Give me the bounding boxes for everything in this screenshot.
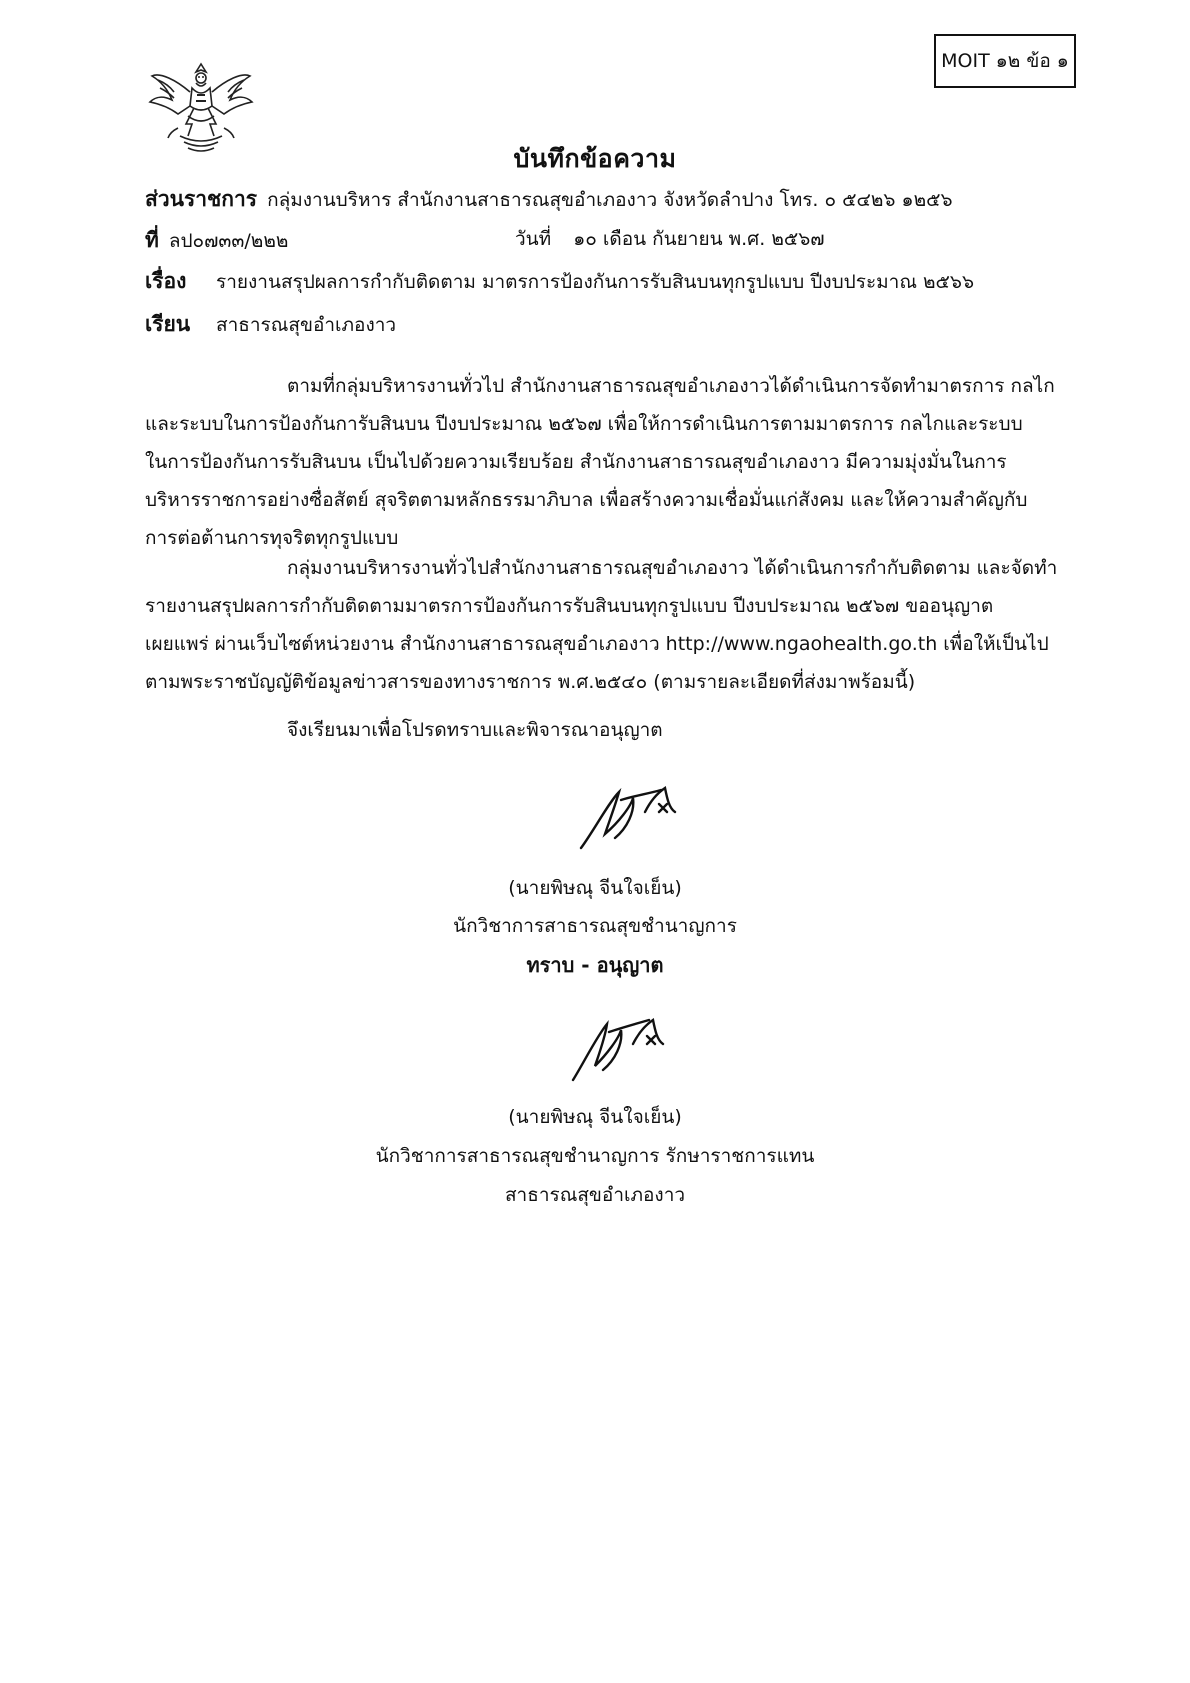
document-title: บันทึกข้อความ xyxy=(513,144,677,173)
para2-line: รายงานสรุปผลการกำกับติดตามมาตรการป้องกันการรับสินบนทุกรูปแบบ ปีงบประมาณ ๒๕๖๗ ขออนุญาต xyxy=(145,595,994,617)
approval-text: ทราบ - อนุญาต xyxy=(526,953,664,977)
number-value: ลป๐๗๓๓/๒๒๒ xyxy=(168,230,289,252)
number-label: ที่ xyxy=(145,228,159,252)
para1-line: ตามที่กลุ่มบริหารงานทั่วไป สำนักงานสาธารณสุขอำเภองาวได้ดำเนินการจัดทำมาตรการ กลไก xyxy=(287,375,1055,397)
para2-line: ตามพระราชบัญญัติข้อมูลข่าวสารของทางราชการ พ.ศ.๒๕๔๐ (ตามรายละเอียดที่ส่งมาพร้อมนี้) xyxy=(145,671,916,693)
signature-1 xyxy=(575,782,685,854)
number-line xyxy=(145,224,288,257)
subject-label: เรื่อง xyxy=(145,269,187,293)
closing-text: จึงเรียนมาเพื่อโปรดทราบและพิจารณาอนุญาต xyxy=(287,719,663,741)
reference-box xyxy=(934,34,1076,88)
date-label: วันที่ xyxy=(515,228,552,250)
date-line xyxy=(515,224,825,254)
agency-value: กลุ่มงานบริหาร สำนักงานสาธารณสุขอำเภองาว จังหวัดลำปาง โทร. ๐ ๕๔๒๖ ๑๒๕๖ xyxy=(267,189,953,211)
to-value: สาธารณสุขอำเภองาว xyxy=(216,314,397,336)
para2-line: เผยแพร่ ผ่านเว็บไซต์หน่วยงาน สำนักงานสาธารณสุขอำเภองาว http://www.ngaohealth.go.th เพื่อให้เป็นไป xyxy=(145,633,1049,655)
para1-line: บริหารราชการอย่างซื่อสัตย์ สุจริตตามหลักธรรมาภิบาล เพื่อสร้างความเชื่อมั่นแก่สังคม และให้ความสำคัญกับ xyxy=(145,489,1028,511)
agency-line xyxy=(145,183,953,216)
reference-text: MOIT ๑๒ ข้อ ๑ xyxy=(941,50,1069,72)
subject-line xyxy=(145,265,186,298)
signatory2-position-2: สาธารณสุขอำเภองาว xyxy=(504,1184,686,1206)
date-value: ๑๐ เดือน กันยายน พ.ศ. ๒๕๖๗ xyxy=(573,228,825,250)
signatory2-position: นักวิชาการสาธารณสุขชำนาญการ รักษาราชการแทน xyxy=(375,1145,815,1167)
para1-line: ในการป้องกันการรับสินบน เป็นไปด้วยความเรียบร้อย สำนักงานสาธารณสุขอำเภองาว มีความมุ่งมั่นในการ xyxy=(145,451,1007,473)
signatory2-name: (นายพิษณุ จีนใจเย็น) xyxy=(508,1106,682,1128)
agency-label: ส่วนราชการ xyxy=(145,187,258,211)
to-label: เรียน xyxy=(145,312,191,336)
signatory1-name: (นายพิษณุ จีนใจเย็น) xyxy=(508,877,682,899)
signatory1-position: นักวิชาการสาธารณสุขชำนาญการ xyxy=(453,915,737,937)
signature-2 xyxy=(565,1012,675,1086)
para1-line: การต่อต้านการทุจริตทุกรูปแบบ xyxy=(145,527,399,549)
subject-value: รายงานสรุปผลการกำกับติดตาม มาตรการป้องกันการรับสินบนทุกรูปแบบ ปีงบประมาณ ๒๕๖๖ xyxy=(216,271,975,293)
para2-line: กลุ่มงานบริหารงานทั่วไปสำนักงานสาธารณสุขอำเภองาว ได้ดำเนินการกำกับติดตาม และจัดทำ xyxy=(287,557,1058,579)
to-line xyxy=(145,308,190,341)
para1-line: และระบบในการป้องกันการับสินบน ปีงบประมาณ ๒๕๖๗ เพื่อให้การดำเนินการตามมาตรการ กลไกและระบบ xyxy=(145,413,1023,435)
